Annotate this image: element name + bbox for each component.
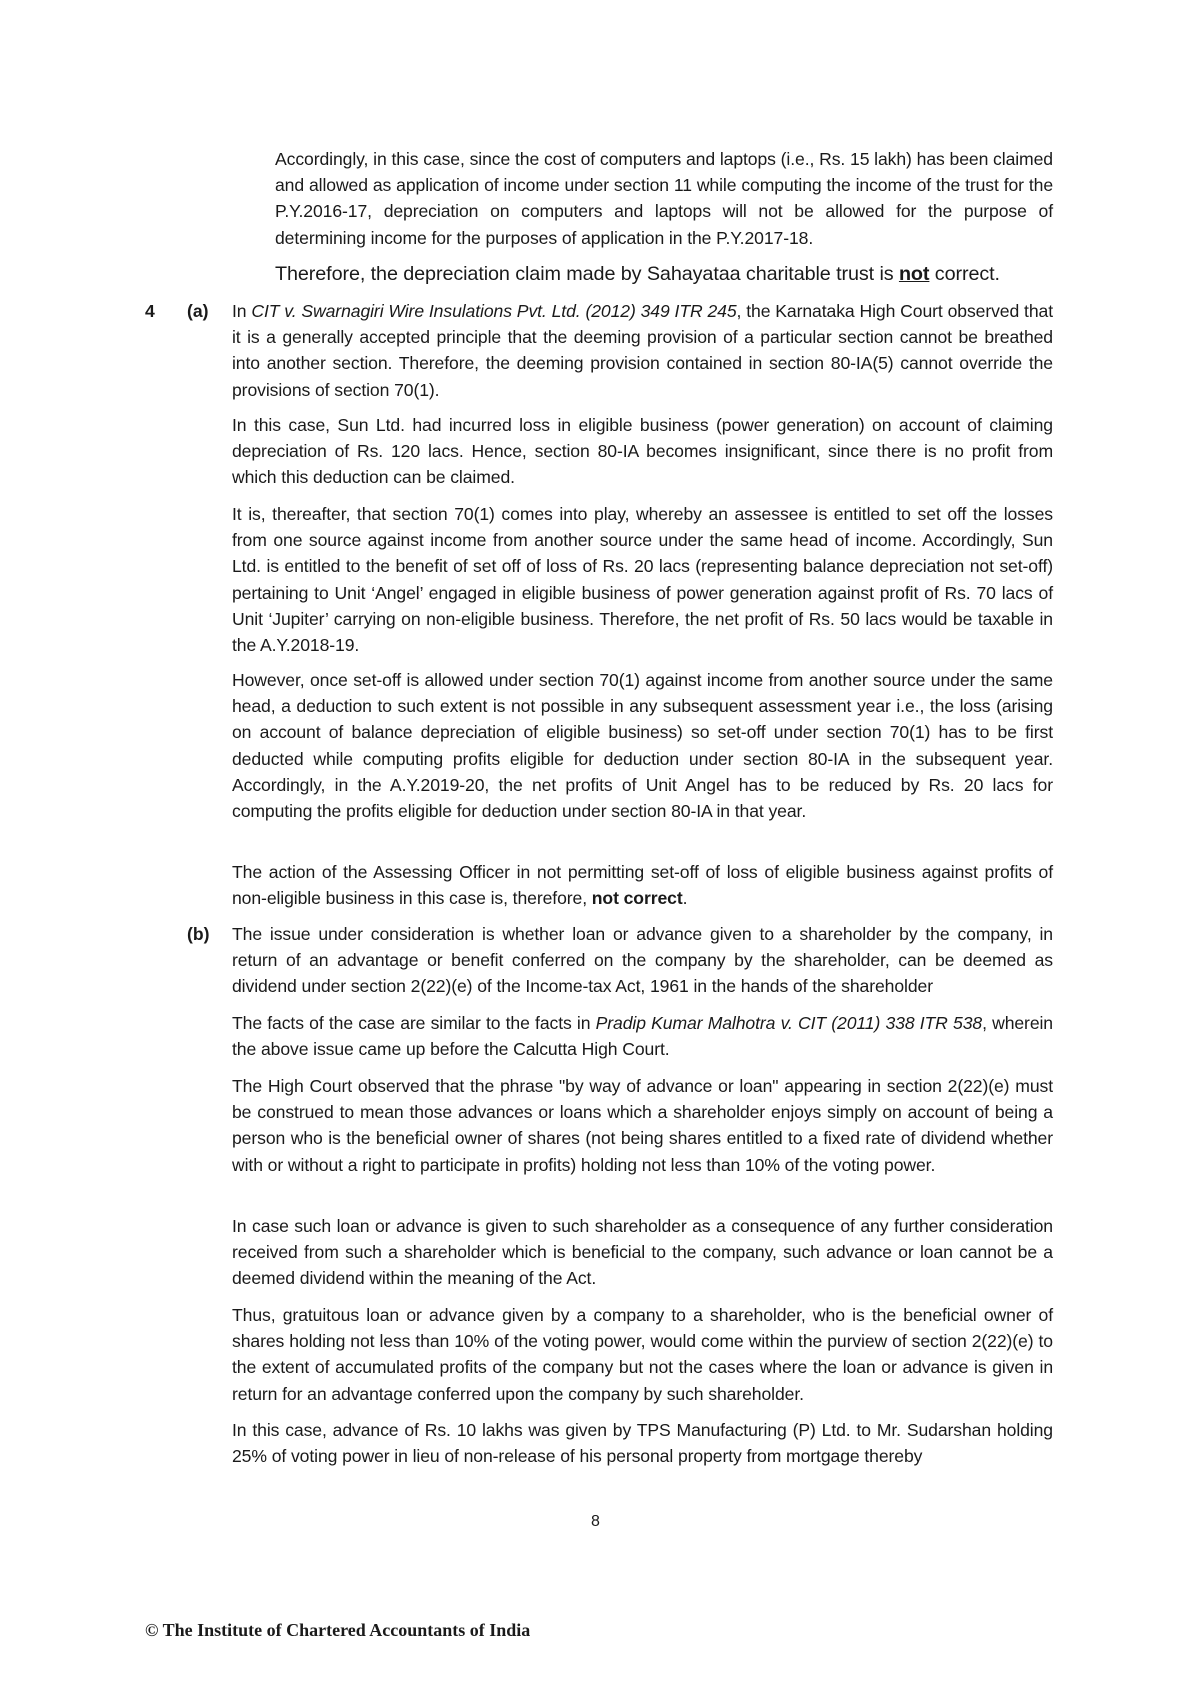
case-citation: Pradip Kumar Malhotra v. CIT (2011) 338 ITR 538: [595, 1013, 983, 1033]
intro-paragraph-1: Accordingly, in this case, since the cost of computers and laptops (i.e., Rs. 15 lakh) has been claimed and allowed as application of income under section 11 while computing the income of the trust for the P.Y.2016-17, depreciation on computers and laptops will not be allowed for the purpose of determining income for the purposes of application in the P.Y.2017-18.: [275, 149, 1053, 248]
part-a-paragraph-1: In CIT v. Swarnagiri Wire Insulations Pvt. Ltd. (2012) 349 ITR 245, the Karnataka High Court observed that it is a generally accepted principle that the deeming provision of a particular section cannot be breathed into another section. Therefore, the deeming provision contained in section 80-IA(5) cannot override the provisions of section 70(1).: [232, 301, 1053, 400]
intro-conclusion: Therefore, the depreciation claim made by Sahayataa charitable trust is not correct.: [275, 263, 1000, 285]
part-a-label: (a): [187, 301, 209, 321]
part-b-paragraph-4: In case such loan or advance is given to such shareholder as a consequence of any further consideration received from such a shareholder which is beneficial to the company, such advance or loan cannot be a deemed dividend within the meaning of the Act.: [232, 1216, 1053, 1289]
part-a-paragraph-2: In this case, Sun Ltd. had incurred loss in eligible business (power generation) on account of claiming depreciation of Rs. 120 lacs. Hence, section 80-IA becomes insignificant, since there is no profit from which this deduction can be claimed.: [232, 415, 1053, 488]
footer-copyright: © The Institute of Chartered Accountants of India: [145, 1620, 531, 1640]
part-b-paragraph-2: The facts of the case are similar to the facts in Pradip Kumar Malhotra v. CIT (2011) 338 ITR 538, wherein the above issue came up before the Calcutta High Court.: [232, 1013, 1053, 1060]
part-b-paragraph-3: The High Court observed that the phrase "by way of advance or loan" appearing in section 2(22)(e) must be construed to mean those advances or loans which a shareholder enjoys simply on account of being a person who is the beneficial owner of shares (not being shares entitled to a fixed rate of dividend whether with or without a right to participate in profits) holding not less than 10% of the voting power.: [232, 1076, 1053, 1175]
part-b-label: (b): [187, 924, 210, 944]
emphasis-not-correct: not correct: [591, 888, 683, 909]
part-b-paragraph-6: In this case, advance of Rs. 10 lakhs was given by TPS Manufacturing (P) Ltd. to Mr. Sudarshan holding 25% of voting power in lieu of non-release of his personal property from mortgage thereby: [232, 1420, 1053, 1467]
part-b-paragraph-1: The issue under consideration is whether loan or advance given to a shareholder by the company, in return of an advantage or benefit conferred on the company by the shareholder, can be deemed as dividend under section 2(22)(e) of the Income-tax Act, 1961 in the hands of the shareholder: [232, 924, 1053, 997]
question-number: 4: [145, 301, 155, 321]
page-number: 8: [591, 1513, 600, 1530]
part-a-paragraph-4: However, once set-off is allowed under section 70(1) against income from another source under the same head, a deduction to such extent is not possible in any subsequent assessment year i.e., the loss (arising on account of balance depreciation of eligible business) so set-off under section 70(1) has to be first deducted while computing profits eligible for deduction under section 80-IA in the subsequent year. Accordingly, in the A.Y.2019-20, the net profits of Unit Angel has to be reduced by Rs. 20 lacs for computing the profits eligible for deduction under section 80-IA in that year.: [232, 670, 1053, 822]
part-b-paragraph-5: Thus, gratuitous loan or advance given by a company to a shareholder, who is the beneficial owner of shares holding not less than 10% of the voting power, would come within the purview of section 2(22)(e) to the extent of accumulated profits of the company but not the cases where the loan or advance is given in return for an advantage conferred upon the company by such shareholder.: [232, 1305, 1053, 1404]
case-citation: CIT v. Swarnagiri Wire Insulations Pvt. Ltd. (2012) 349 ITR 245: [251, 301, 737, 321]
emphasis-not: not: [898, 263, 930, 285]
part-a-paragraph-3: It is, thereafter, that section 70(1) comes into play, whereby an assessee is entitled to set off the losses from one source against income from another source under the same head of income. Accordingly, Sun Ltd. is entitled to the benefit of set off of loss of Rs. 20 lacs (representing balance depreciation not set-off) pertaining to Unit ‘Angel’ engaged in eligible business of power generation against profit of Rs. 70 lacs of Unit ‘Jupiter’ carrying on non-eligible business. Therefore, the net profit of Rs. 50 lacs would be taxable in the A.Y.2018-19.: [232, 504, 1053, 656]
part-a-paragraph-5: The action of the Assessing Officer in not permitting set-off of loss of eligible business against profits of non-eligible business in this case is, therefore, not correct.: [232, 862, 1053, 909]
